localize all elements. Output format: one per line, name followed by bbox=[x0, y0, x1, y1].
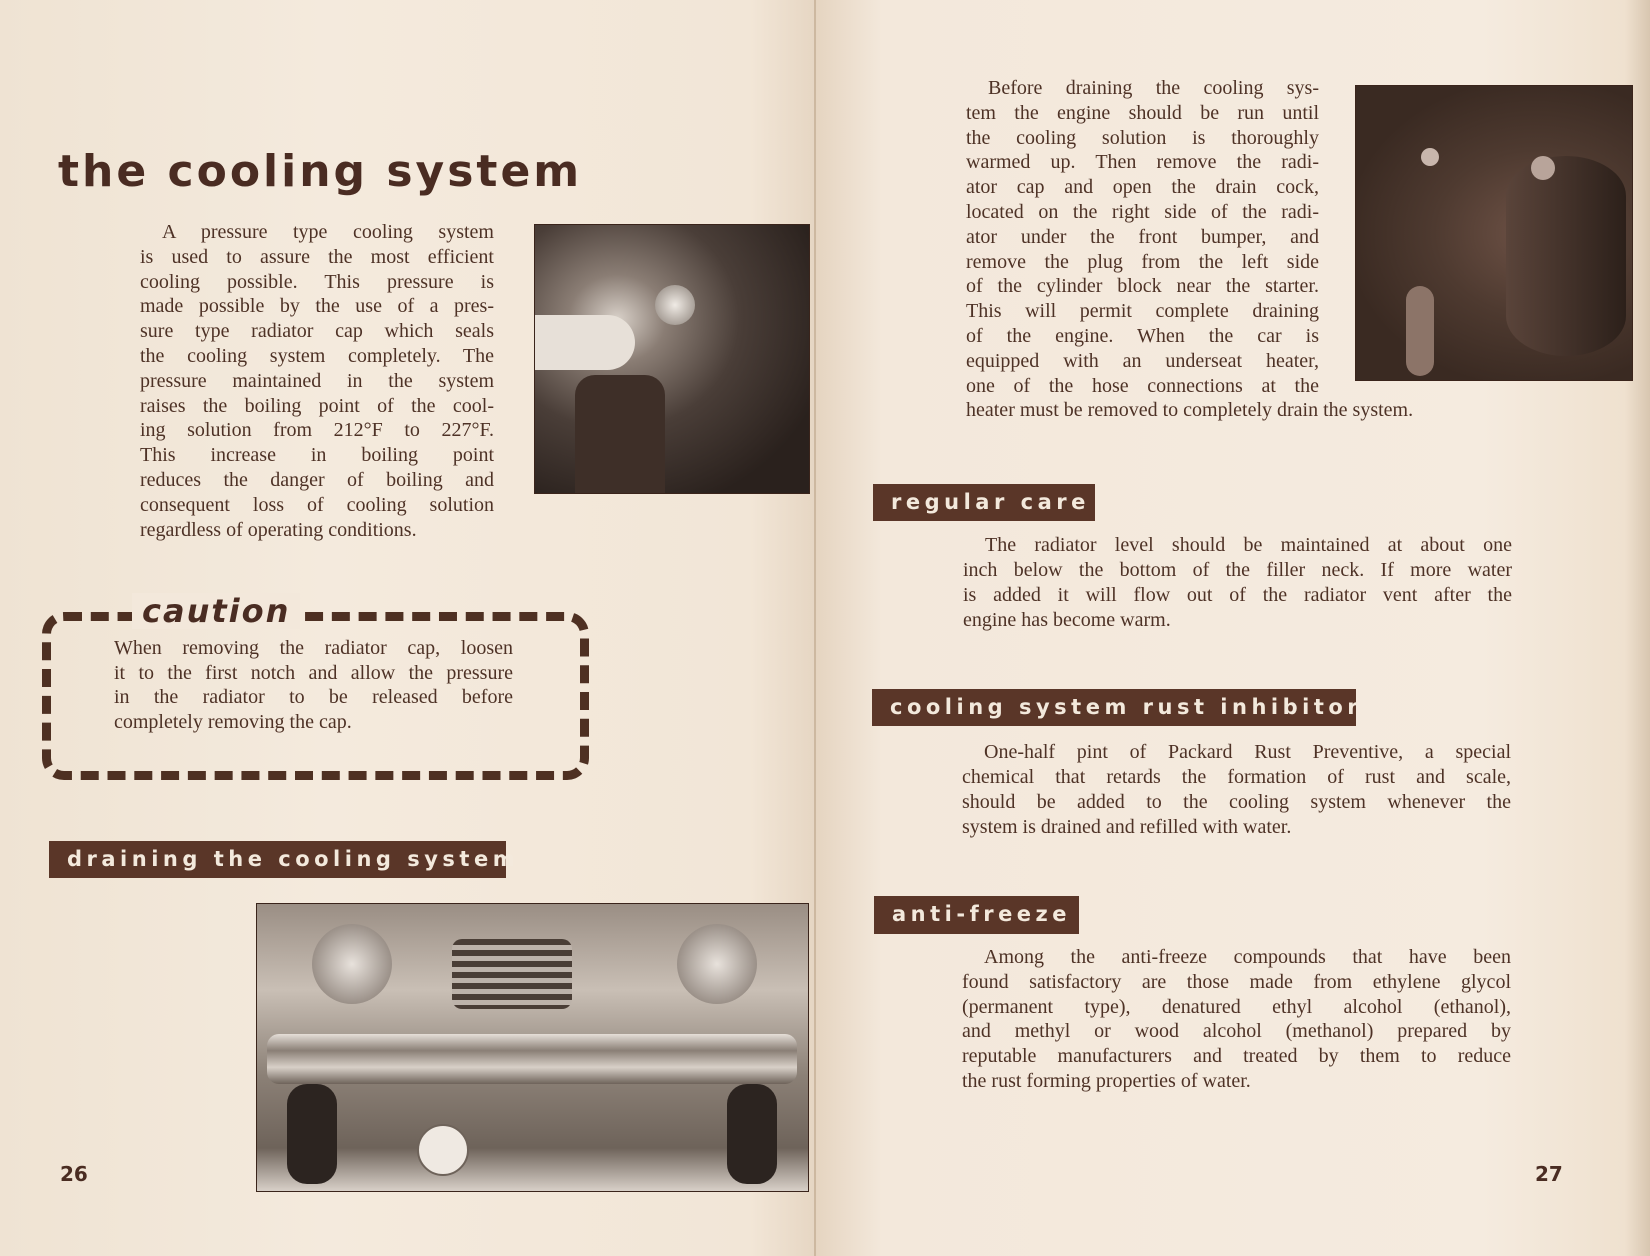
text-line: ator cap and open the drain cock, bbox=[966, 176, 1319, 199]
text-line: the rust forming properties of water. bbox=[962, 1069, 1251, 1092]
text-line: sure type radiator cap which seals bbox=[140, 320, 494, 343]
starter-shape bbox=[1506, 156, 1626, 356]
section-header-anti-freeze: anti-freeze bbox=[874, 896, 1079, 934]
page-number-right: 27 bbox=[1535, 1162, 1563, 1186]
text-line: in the radiator to be released before bbox=[114, 686, 513, 708]
drain-plug-shape bbox=[1421, 148, 1439, 166]
text-line: one of the hose connections at the bbox=[966, 374, 1319, 397]
caution-text bbox=[114, 636, 513, 734]
headlight-left-shape bbox=[312, 924, 392, 1004]
text-line: (permanent type), denatured ethyl alcohol (ethanol), bbox=[962, 995, 1511, 1018]
text-line: raises the boiling point of the cool- bbox=[140, 394, 494, 417]
text-line: ing solution from 212°F to 227°F. bbox=[140, 419, 494, 442]
grille-shape bbox=[452, 939, 572, 1009]
text-line: Before draining the cooling sys- bbox=[988, 77, 1319, 99]
text-line: made possible by the use of a pres- bbox=[140, 295, 494, 318]
text-line: is used to assure the most efficient bbox=[140, 245, 494, 268]
text-line: and methyl or wood alcohol (methanol) prepared by bbox=[962, 1020, 1511, 1043]
text-line: reputable manufacturers and treated by them to reduce bbox=[962, 1045, 1511, 1068]
bumper-shape bbox=[267, 1034, 797, 1084]
caution-title: caution bbox=[132, 593, 300, 629]
page-title: the cooling system bbox=[58, 146, 583, 197]
text-line: cooling possible. This pressure is bbox=[140, 270, 494, 293]
text-line: should be added to the cooling system whenever the bbox=[962, 791, 1511, 813]
text-line: When removing the radiator cap, loosen bbox=[114, 637, 513, 659]
drain-cock-inset bbox=[417, 1124, 469, 1176]
text-line: remove the plug from the left side bbox=[966, 250, 1319, 273]
hand-shape bbox=[535, 315, 635, 370]
text-line: This will permit complete draining bbox=[966, 300, 1319, 323]
anti-freeze-paragraph bbox=[962, 945, 1511, 1094]
text-line: of the engine. When the car is bbox=[966, 324, 1319, 347]
radiator-neck-shape bbox=[575, 375, 665, 493]
section-header-draining: draining the cooling system bbox=[49, 841, 506, 878]
text-line: completely removing the cap. bbox=[114, 710, 352, 733]
text-line: One-half pint of Packard Rust Preventive, a special bbox=[984, 741, 1511, 763]
text-line: is added it will flow out of the radiator vent after the bbox=[963, 584, 1512, 606]
book-spine bbox=[814, 0, 816, 1256]
drain-plug-photo bbox=[1355, 85, 1633, 381]
text-line: located on the right side of the radi- bbox=[966, 200, 1319, 223]
text-line: it to the first notch and allow the pressure bbox=[114, 661, 513, 684]
section-header-rust-inhibitor: cooling system rust inhibitor bbox=[872, 689, 1356, 726]
radiator-cap-photo bbox=[534, 224, 810, 494]
rust-inhibitor-paragraph bbox=[962, 740, 1511, 840]
text-line: regardless of operating conditions. bbox=[140, 518, 417, 541]
text-line: ator under the front bumper, and bbox=[966, 225, 1319, 248]
text-line: of the cylinder block near the starter. bbox=[966, 275, 1319, 298]
text-line: warmed up. Then remove the radi- bbox=[966, 151, 1319, 174]
regular-care-paragraph bbox=[963, 533, 1512, 633]
text-line: heater must be removed to completely drain the system. bbox=[966, 399, 1414, 422]
text-line: engine has become warm. bbox=[963, 609, 1171, 631]
text-line: the cooling solution is thoroughly bbox=[966, 126, 1319, 149]
bolt-shape bbox=[1531, 156, 1555, 180]
tire-right-shape bbox=[727, 1084, 777, 1184]
text-line: the cooling system completely. The bbox=[140, 344, 494, 367]
text-line: A pressure type cooling system bbox=[162, 221, 494, 243]
draining-paragraph bbox=[966, 76, 1414, 423]
text-line: pressure maintained in the system bbox=[140, 369, 494, 392]
page-number-left: 26 bbox=[60, 1162, 88, 1186]
tire-left-shape bbox=[287, 1084, 337, 1184]
text-line: tem the engine should be run until bbox=[966, 101, 1319, 124]
text-line: chemical that retards the formation of rust and scale, bbox=[962, 766, 1511, 788]
text-line: reduces the danger of boiling and bbox=[140, 468, 494, 491]
text-line: found satisfactory are those made from ethylene glycol bbox=[962, 970, 1511, 993]
text-line: consequent loss of cooling solution bbox=[140, 493, 494, 516]
car-front-photo bbox=[256, 903, 809, 1192]
text-line: equipped with an underseat heater, bbox=[966, 349, 1319, 372]
text-line: system is drained and refilled with water. bbox=[962, 816, 1292, 838]
headlight-right-shape bbox=[677, 924, 757, 1004]
text-line: The radiator level should be maintained at about one bbox=[985, 534, 1512, 556]
text-line: Among the anti-freeze compounds that have been bbox=[984, 946, 1511, 968]
intro-paragraph bbox=[140, 220, 494, 542]
text-line: This increase in boiling point bbox=[140, 444, 494, 467]
radiator-cap-shape bbox=[655, 285, 695, 325]
bracket-shape bbox=[1406, 286, 1434, 376]
text-line: inch below the bottom of the filler neck. If more water bbox=[963, 559, 1512, 581]
section-header-regular-care: regular care bbox=[873, 484, 1095, 521]
